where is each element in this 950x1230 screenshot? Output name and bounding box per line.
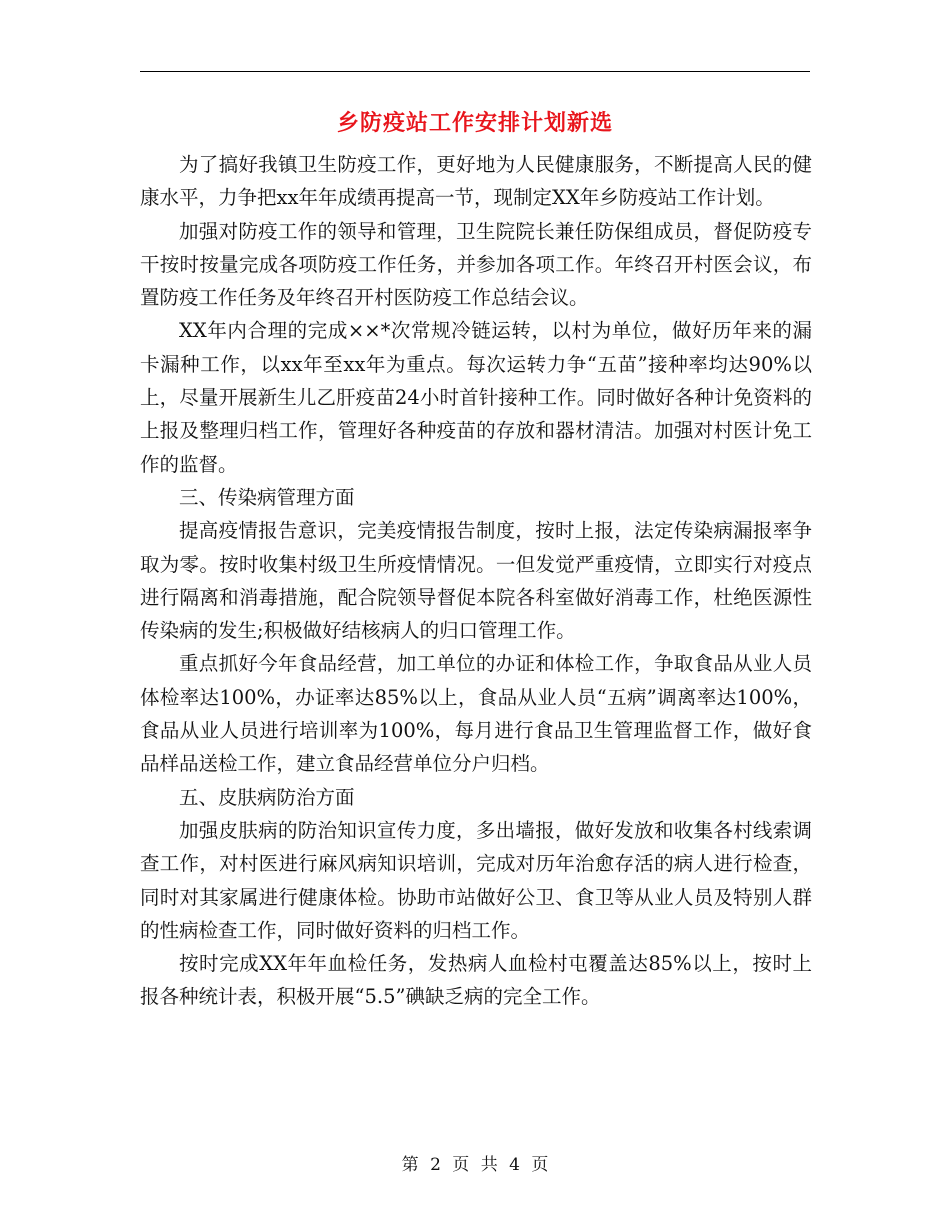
section-heading-skin-disease: 五、皮肤病防治方面 bbox=[179, 785, 355, 809]
paragraph-blood-test: 按时完成XX年年血检任务，发热病人血检村屯覆盖达85%以上，按时上报各种统计表，积极开展“5.5”碘缺乏病的完全工作。 bbox=[140, 952, 812, 1009]
paragraph-cold-chain: XX年内合理的完成××*次常规冷链运转，以村为单位，做好历年来的漏卡漏种工作，以xx年至xx年为重点。每次运转力争“五苗”接种率均达90%以上，尽量开展新生儿乙肝疫苗24小时首针接种工作。同时做好各种计免资料的上报及整理归档工作，管理好各种疫苗的存放和器材清洁。加强对村医计免工作的监督。 bbox=[140, 319, 812, 476]
paragraph-leadership: 加强对防疫工作的领导和管理，卫生院院长兼任防保组成员，督促防疫专干按时按量完成各项防疫工作任务，并参加各项工作。年终召开村医会议，布置防疫工作任务及年终召开村医防疫工作总结会议。 bbox=[140, 219, 812, 310]
paragraph-intro: 为了搞好我镇卫生防疫工作，更好地为人民健康服务，不断提高人民的健康水平，力争把xx年年成绩再提高一节，现制定XX年乡防疫站工作计划。 bbox=[140, 153, 812, 210]
paragraph-food-safety: 重点抓好今年食品经营，加工单位的办证和体检工作，争取食品从业人员体检率达100%，办证率达85%以上，食品从业人员“五病”调离率达100%，食品从业人员进行培训率为100%，每月进行食品卫生管理监督工作，做好食品样品送检工作，建立食品经营单位分户归档。 bbox=[140, 652, 812, 776]
page-number: 第 2 页 共 4 页 bbox=[401, 1155, 549, 1175]
paragraph-skin-disease: 加强皮肤病的防治知识宣传力度，多出墙报，做好发放和收集各村线索调查工作，对村医进行麻风病知识培训，完成对历年治愈存活的病人进行检查，同时对其家属进行健康体检。协助市站做好公卫、食卫等从业人员及特别人群的性病检查工作，同时做好资料的归档工作。 bbox=[140, 818, 812, 942]
document-body bbox=[140, 148, 812, 1014]
section-heading-infectious-disease: 三、传染病管理方面 bbox=[179, 485, 355, 509]
header-rule bbox=[140, 71, 810, 72]
paragraph-epidemic-reporting: 提高疫情报告意识，完美疫情报告制度，按时上报，法定传染病漏报率争取为零。按时收集村级卫生所疫情情况。一但发觉严重疫情，立即实行对疫点进行隔离和消毒措施，配合院领导督促本院各科室做好消毒工作，杜绝医源性传染病的发生;积极做好结核病人的归口管理工作。 bbox=[140, 519, 812, 643]
document-title: 乡防疫站工作安排计划新选 bbox=[336, 110, 613, 136]
